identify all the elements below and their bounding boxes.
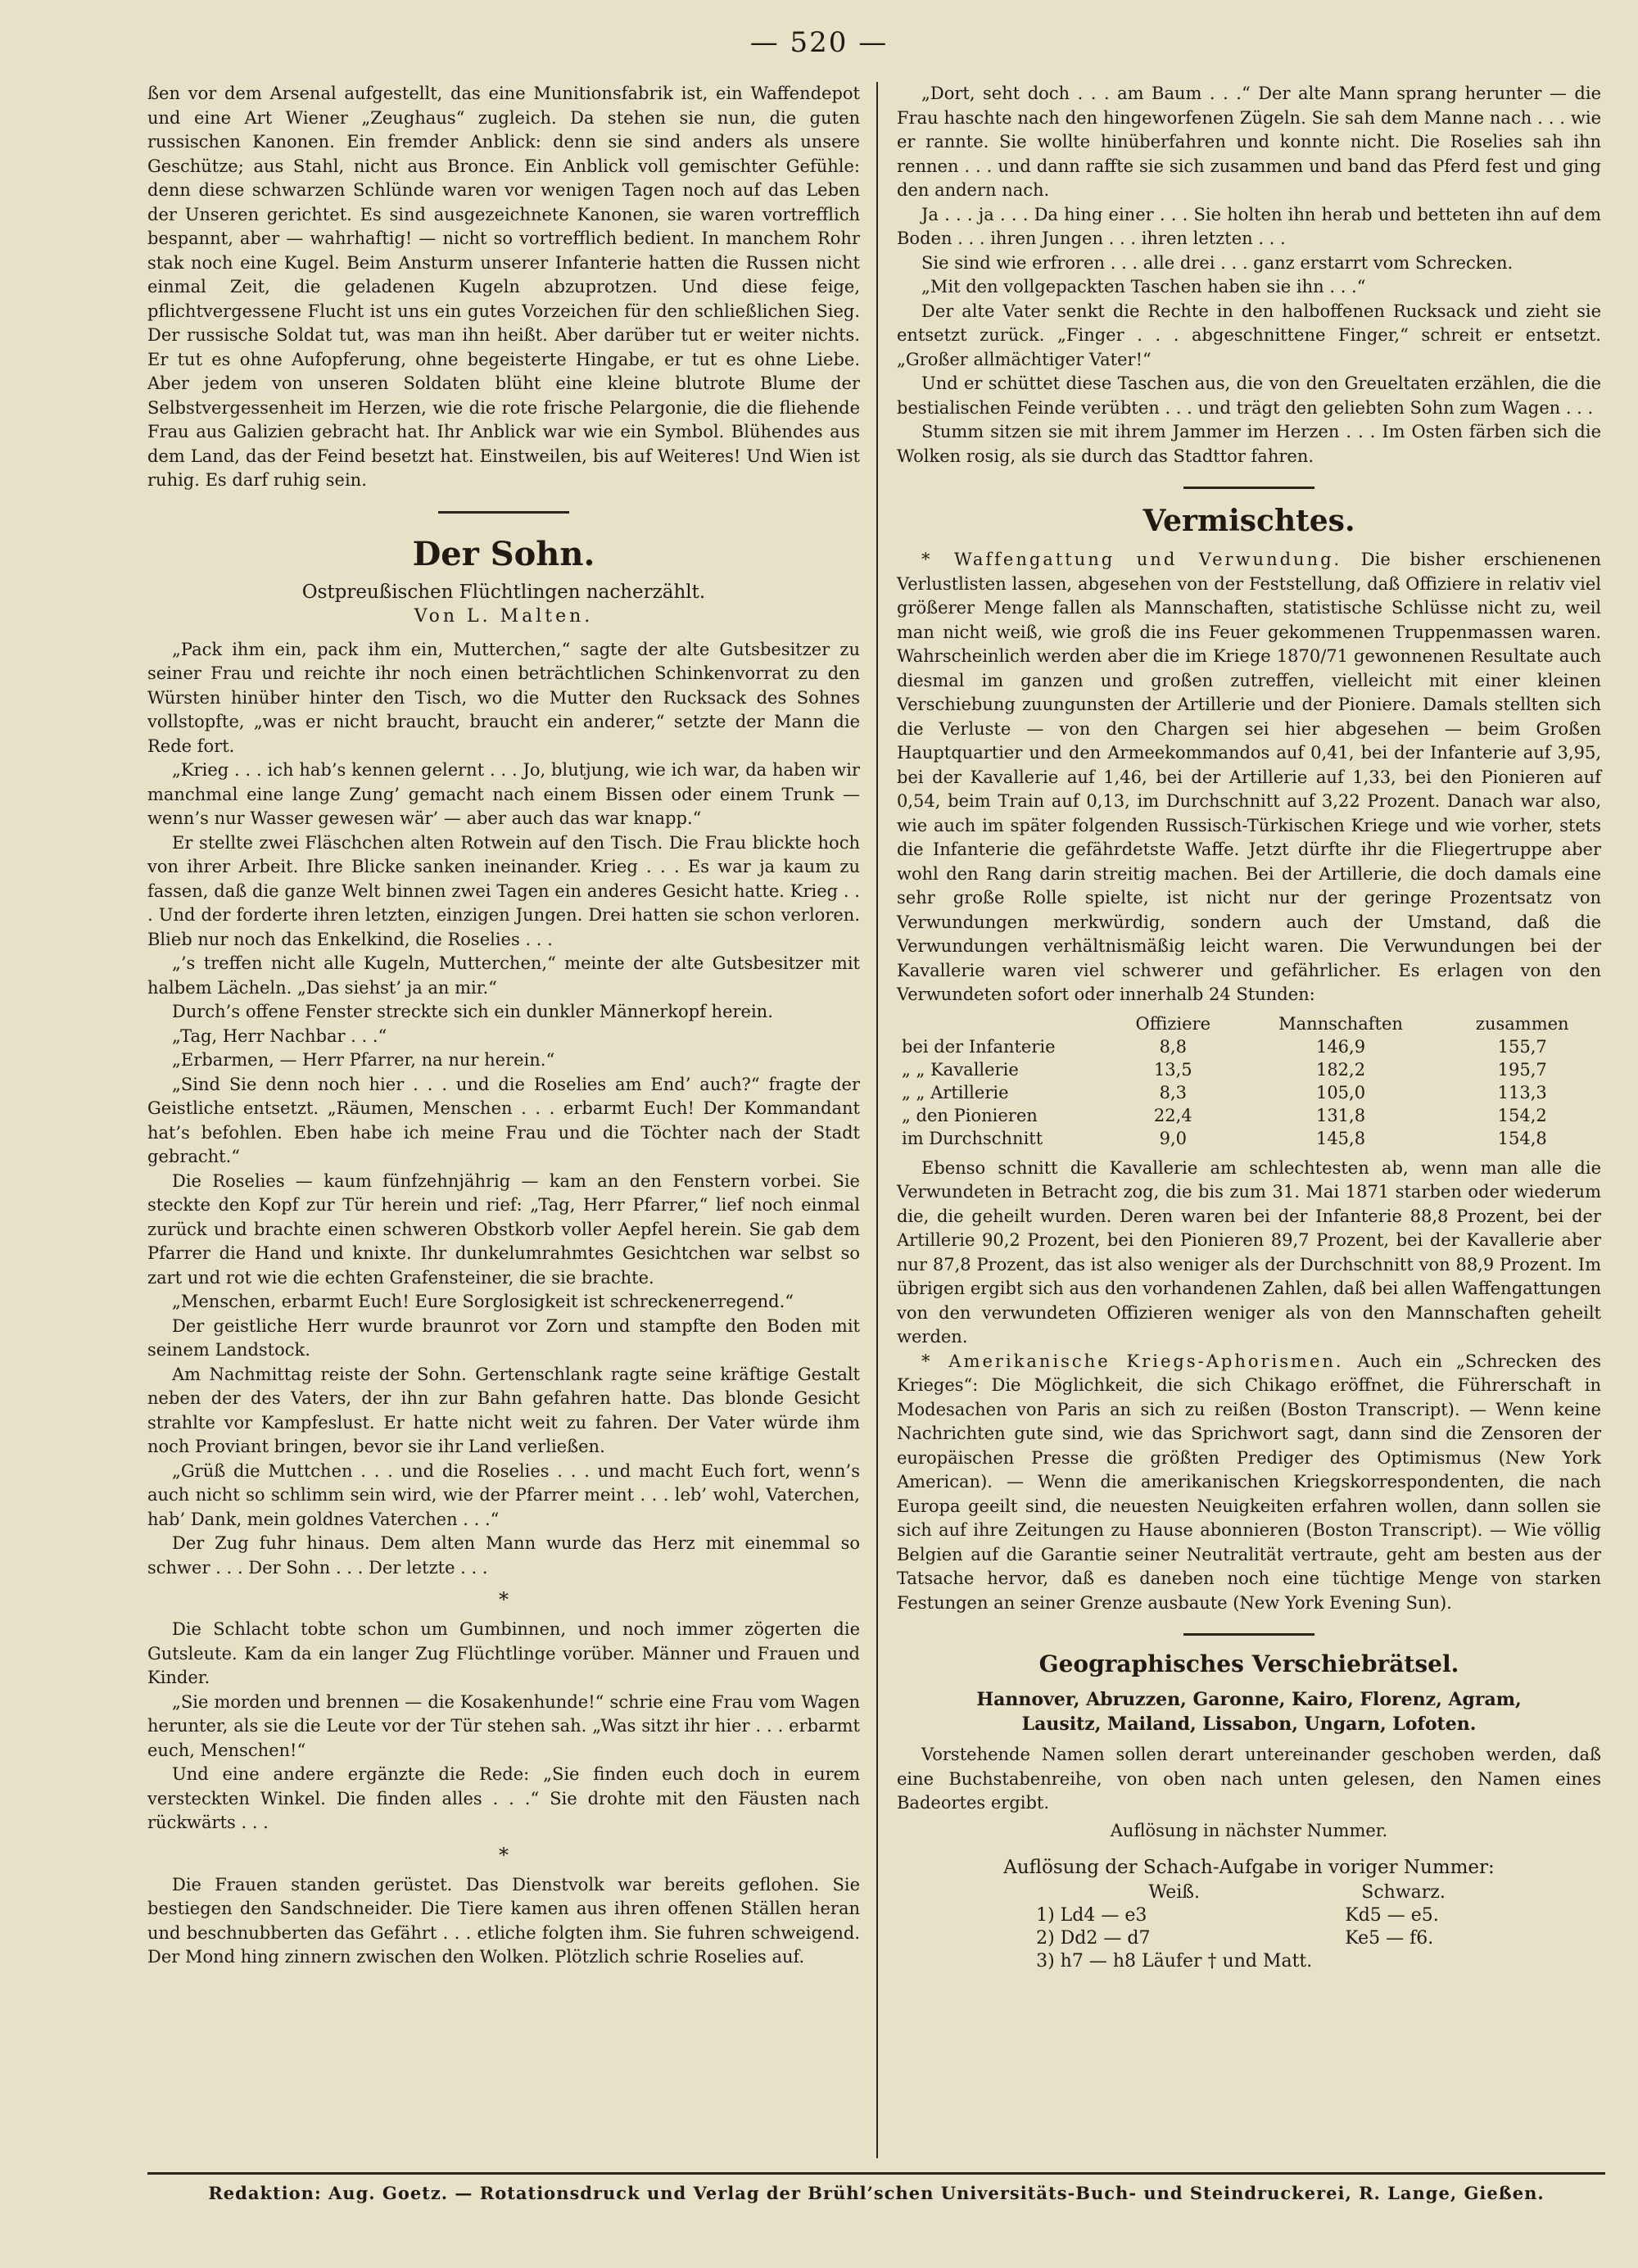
left-column <box>147 82 860 1970</box>
chess-move-row <box>1020 1904 1478 1927</box>
table-header: Offiziere <box>1135 1013 1211 1034</box>
table-cell: 105,0 <box>1315 1082 1366 1102</box>
story-paragraph: Die Frauen standen gerüstet. Das Dienstvolk war bereits geflohen. Sie bestiegen den Sandschneider. Die Tiere kamen aus ihren offenen Ställen heran und beschnubberten das Gefährt . . . etliche folgten ihm. Sie fuhren schweigend. Der Mond hing zinnern zwischen den Wolken. Plötzlich schrie Roselies auf. <box>147 1874 860 1967</box>
story-paragraph: „Pack ihm ein, pack ihm ein, Mutterchen,“ sagte der alte Gutsbesitzer zu seiner Frau und reichte ihr noch einen beträchtlichen Schinkenvorrat zu den Würsten hinüber hinter den Tisch, wo die Mutter den Rucksack des Sohnes vollstopfte, „was er nicht braucht, braucht ein anderer,“ setzte der Mann die Rede fort. <box>147 639 860 756</box>
puzzle-text: Vorstehende Namen sollen derart untereinander geschoben werden, daß eine Buchstabenreihe, von oben nach unten gelesen, den Namen eines Badeortes ergibt. <box>897 1745 1601 1813</box>
misc-item-1-heading: * Waffengattung und Verwundung. <box>921 550 1342 569</box>
intro-paragraph: ßen vor dem Arsenal aufgestellt, das eine Munitionsfabrik ist, ein Waffendepot und eine Art Wiener „Zeughaus“ zugleich. Da stehen sie nun, die guten russischen Kanonen. Ein fremder Anblick: denn sie sind anders als unsere Geschütze; aus Stahl, nicht aus Bronce. Ein Anblick voll gemischter Gefühle: denn diese schwarzen Schlünde waren vor wenigen Tagen noch auf das Leben der Unseren gerichtet. Es sind ausgezeichnete Kanonen, sie waren vortrefflich bespannt, aber — wahrhaftig! — nicht so vortrefflich bedient. In manchem Rohr stak noch eine Kugel. Beim Ansturm unserer Infanterie hatten die Russen nicht einmal Zeit, die geladenen Kugeln abzuprotzen. Und diese feige, pflichtvergessene Flucht ist uns ein gutes Vorzeichen für den schließlichen Sieg. Der russische Soldat tut, was man ihn heißt. Aber darüber tut er weiter nichts. Er tut es ohne Aufopferung, ohne begeisterte Hingabe, er tut es ohne Liebe. Aber jedem von unseren Soldaten blüht eine kleine blutrote Blume der Selbstvergessenheit im Herzen, wie die rote frische Pelargonie, die die fliehende Frau aus Galizien gebracht hat. Ihr Anblick war wie ein Symbol. Blühendes aus dem Land, das der Feind besetzt hat. Einstweilen, bis auf Weiteres! Und Wien ist ruhig. Es darf ruhig sein. <box>147 84 860 490</box>
story-continued-paragraph: Sie sind wie erfroren . . . alle drei . . . ganz erstarrt vom Schrecken. <box>921 252 1514 273</box>
chess-header-row <box>1020 1881 1478 1904</box>
chess-header-white: Weiß. <box>1148 1881 1200 1903</box>
table-cell: 8,3 <box>1159 1082 1187 1102</box>
section-rule <box>1183 1633 1314 1636</box>
page-number: — 520 — <box>749 26 889 59</box>
story-byline: Von L. Malten. <box>414 605 594 627</box>
table-cell: 8,8 <box>1159 1036 1187 1057</box>
table-cell: 113,3 <box>1497 1082 1547 1102</box>
table-cell: 146,9 <box>1315 1036 1366 1057</box>
table-cell: „ den Pionieren <box>902 1105 1038 1125</box>
table-cell: im Durchschnitt <box>902 1128 1043 1148</box>
story-paragraph: „Erbarmen, — Herr Pfarrer, na nur herein.“ <box>172 1050 555 1070</box>
story-paragraph: Der Zug fuhr hinaus. Dem alten Mann wurde das Herz mit einemmal so schwer . . . Der Sohn . . . Der letzte . . . <box>147 1533 860 1578</box>
story-paragraph: „Sind Sie denn noch hier . . . und die Roselies am End’ auch?“ fragte der Geistliche entsetzt. „Räumen, Menschen . . . erbarmt Euch! Der Kommandant hat’s befohlen. Eben habe ich meine Frau und die Töchter nach der Stadt gebracht.“ <box>147 1074 860 1166</box>
story-paragraph: „Grüß die Muttchen . . . und die Roselies . . . und macht Euch fort, wenn’s auch nicht so schlimm sein wird, wie der Pfarrer meint . . . leb’ wohl, Vaterchen, hab’ Dank, mein goldnes Vaterchen . . .“ <box>147 1460 860 1529</box>
table-cell: 195,7 <box>1497 1059 1547 1080</box>
story-continued-paragraph: „Mit den vollgepackten Taschen haben sie ihn . . .“ <box>921 277 1366 297</box>
puzzle-names-line: Lausitz, Mailand, Lissabon, Ungarn, Lofoten. <box>1021 1713 1477 1735</box>
table-header: Mannschaften <box>1278 1013 1403 1034</box>
imprint-footer: Redaktion: Aug. Goetz. — Rotationsdruck und Verlag der Brühl’schen Universitäts-Buch- und Steindruckerei, R. Lange, Gießen. <box>147 2172 1605 2203</box>
story-continued-paragraph: Stumm sitzen sie mit ihrem Jammer im Herzen . . . Im Osten färben sich die Wolken rosig, als sie durch das Stadttor fahren. <box>897 422 1601 466</box>
asterisk-separator: * <box>499 1843 509 1867</box>
section-rule <box>1183 487 1314 489</box>
table-cell: 9,0 <box>1159 1128 1187 1148</box>
table-cell: 182,2 <box>1315 1059 1366 1080</box>
table-row <box>897 1127 1601 1150</box>
table-cell: 13,5 <box>1153 1059 1192 1080</box>
table-row <box>897 1035 1601 1058</box>
chess-header-black: Schwarz. <box>1361 1881 1446 1903</box>
table-header <box>897 1012 1108 1035</box>
misc-item-2-heading: * Amerikanische Kriegs-Aphorismen. <box>921 1351 1344 1371</box>
table-cell: bei der Infanterie <box>902 1036 1056 1057</box>
misc-item-1-continued: Ebenso schnitt die Kavallerie am schlechtesten ab, wenn man alle die Verwundeten in Betracht zog, die bis zum 31. Mai 1871 starben oder wiederum die, die geheilt wurden. Deren waren bei der Infanterie 88,8 Prozent, bei der Artillerie 90,2 Prozent, bei den Pionieren 89,7 Prozent, bei der Kavallerie aber nur 87,8 Prozent, das ist also weniger als der Durchschnitt von 88,9 Prozent. Im übrigen ergibt sich aus den vorhandenen Zahlen, daß bei allen Waffengattungen von den verwundeten Offizieren weniger als von den Mannschaften geheilt werden. <box>897 1157 1601 1347</box>
story-paragraph: Durch’s offene Fenster streckte sich ein dunkler Männerkopf herein. <box>172 1002 773 1021</box>
table-cell: 154,2 <box>1497 1105 1547 1125</box>
chess-move-black: Ke5 — f6. <box>1345 1927 1434 1949</box>
story-continued-paragraph: „Dort, seht doch . . . am Baum . . .“ Der alte Mann sprang herunter — die Frau haschte nach den hingeworfenen Zügeln. Sie sah dem Manne nach . . . wie er rannte. Sie wollte hinüberfahren und konnte nicht. Die Roselies sah ihn rennen . . . und dann raffte sie sich zusammen und band das Pferd fest und ging den andern nach. <box>897 84 1601 200</box>
story-paragraph: Und eine andere ergänzte die Rede: „Sie finden euch doch in eurem versteckten Winkel. Die finden alles . . .“ Sie drohte mit den Fäusten nach rückwärts . . . <box>147 1764 860 1832</box>
table-cell: 154,8 <box>1497 1128 1547 1148</box>
puzzle-solution-note: Auflösung in nächster Nummer. <box>1110 1820 1388 1840</box>
misc-item-1-text: Die bisher erschienenen Verlustlisten lassen, abgesehen von der Feststellung, daß Offiziere in relativ viel größerer Menge fallen als Mannschaften, statistische Schlüsse nicht zu, weil man nicht weiß, wie groß die ins Feuer gekommenen Truppenmassen waren. Wahrscheinlich werden aber die im Kriege 1870/71 gewonnenen Resultate auch diesmal im ganzen und großen zutreffen, vielleicht mit einer kleinen Verschiebung zuungunsten der Artillerie und der Pioniere. Damals stellten sich die Verluste — von den Chargen sei hier abgesehen — beim Großen Hauptquartier und den Armeekommandos auf 0,41, bei der Infanterie auf 3,95, bei der Kavallerie auf 1,46, bei der Artillerie auf 1,33, bei den Pionieren auf 0,54, beim Train auf 0,13, im Durchschnitt auf 3,22 Prozent. Danach war also, wie auch im später folgenden Russisch-Türkischen Kriege und wie vorher, stets die Infanterie die gefährdetste Waffe. Jetzt dürfte ihr die Fliegertruppe aber wohl den Rang darin streitig machen. Bei der Artillerie, die doch damals eine sehr große Rolle spielte, ist nicht nur der geringe Prozentsatz von Verwundungen merkwürdig, sondern auch der Umstand, daß die Verwundungen verhältnismäßig leicht waren. Die Verwundungen bei der Kavallerie waren viel schwerer und gefährlicher. Es erlagen von den Verwundeten sofort oder innerhalb 24 Stunden: <box>897 550 1601 1004</box>
table-cell: 131,8 <box>1315 1105 1366 1125</box>
story-continued-paragraph: Ja . . . ja . . . Da hing einer . . . Sie holten ihn herab und betteten ihn auf dem Boden . . . ihren Jungen . . . ihren letzten . . . <box>897 204 1601 248</box>
chess-move-black <box>1328 1950 1478 1973</box>
chess-solution-table <box>1020 1881 1478 1973</box>
table-row <box>897 1058 1601 1081</box>
story-paragraph: Die Roselies — kaum fünfzehnjährig — kam an den Fenstern vorbei. Sie steckte den Kopf zur Tür herein und rief: „Tag, Herr Pfarrer,“ lief noch einmal zurück und brachte einen schweren Obstkorb voller Aepfel herein. Sie gab dem Pfarrer die Hand und knixte. Ihr dunkelumrahmtes Gesichtchen war selbst so zart und rot wie die echten Grafensteiner, die sie brachte. <box>147 1170 860 1288</box>
table-cell: 145,8 <box>1315 1128 1366 1148</box>
table-header-row <box>897 1012 1601 1035</box>
table-header: zusammen <box>1475 1013 1569 1034</box>
section-rule <box>438 511 569 514</box>
table-row <box>897 1081 1601 1104</box>
misc-item-2-text: Auch ein „Schrecken des Krieges“: Die Möglichkeit, die sich Chikago eröffnet, die Führerschaft in Modesachen von Paris an sich zu reißen (Boston Transcript). — Wenn keine Nachrichten gute sind, wie das Sprichwort sagt, dann sind die Zensoren der europäischen Presse die größten Prediger des Optimismus (New York American). — Wenn die amerikanischen Kriegskorrespondenten, die nach Europa geeilt sind, die neuesten Neuigkeiten erfahren wollen, dann sollen sie sich auf ihre Zeitungen zu Hause abonnieren (Boston Transcript). — Wie völlig Belgien auf die Garantie seiner Neutralität vertraute, geht am besten aus der Tatsache hervor, daß es daneben noch eine tüchtige Menge von starken Festungen an seiner Grenze ausbaute (New York Evening Sun). <box>897 1351 1601 1613</box>
puzzle-names <box>897 1687 1601 1736</box>
table-cell: „ „ Artillerie <box>902 1082 1009 1102</box>
chess-move-black: Kd5 — e5. <box>1345 1904 1439 1926</box>
misc-item-1 <box>897 548 1601 1007</box>
story-paragraph: Der geistliche Herr wurde braunrot vor Zorn und stampfte den Boden mit seinem Landstock. <box>147 1315 860 1360</box>
story-paragraph: „’s treffen nicht alle Kugeln, Mutterchen,“ meinte der alte Gutsbesitzer mit halbem Lächeln. „Das siehst’ ja an mir.“ <box>147 953 860 998</box>
table-cell: 22,4 <box>1153 1105 1192 1125</box>
chess-move-white: 2) Dd2 — d7 <box>1036 1927 1151 1949</box>
chess-move-white: 1) Ld4 — e3 <box>1036 1904 1147 1926</box>
puzzle-title: Geographisches Verschiebrätsel. <box>1038 1650 1459 1677</box>
table-row <box>897 1104 1601 1127</box>
chess-move-row <box>1020 1950 1478 1973</box>
story-paragraph: Er stellte zwei Fläschchen alten Rotwein auf den Tisch. Die Frau blickte hoch von ihrer Arbeit. Ihre Blicke sanken ineinander. Krieg . . . Es war ja kaum zu fassen, daß die ganze Welt binnen zwei Tagen ein anderes Gesicht hatte. Krieg . . . Und der forderte ihren letzten, einzigen Jungen. Drei hatten sie schon verloren. Blieb nur noch das Enkelkind, die Roselies . . . <box>147 832 860 949</box>
asterisk-separator: * <box>499 1588 509 1611</box>
chess-solution-title: Auflösung der Schach-Aufgabe in voriger Nummer: <box>1003 1856 1495 1878</box>
story-paragraph: „Krieg . . . ich hab’s kennen gelernt . . . Jo, blutjung, wie ich war, da haben wir manchmal eine lange Zung’ gemacht nach einem Bissen oder einem Trunk — wenn’s nur Wasser gewesen wär’ — aber auch das war knapp.“ <box>147 760 860 828</box>
story-continued-paragraph: Der alte Vater senkt die Rechte in den halboffenen Rucksack und zieht sie entsetzt zurück. „Finger . . . abgeschnittene Finger,“ schreit er entsetzt. „Großer allmächtiger Vater!“ <box>897 301 1601 369</box>
table-cell: 155,7 <box>1497 1036 1547 1057</box>
story-subtitle: Ostpreußischen Flüchtlingen nacherzählt. <box>301 581 706 603</box>
chess-move-white: 3) h7 — h8 Läufer † und Matt. <box>1036 1950 1313 1971</box>
story-paragraph: „Menschen, erbarmt Euch! Eure Sorglosigkeit ist schreckenerregend.“ <box>172 1292 794 1311</box>
story-paragraph: Die Schlacht tobte schon um Gumbinnen, und noch immer zögerten die Gutsleute. Kam da ein langer Zug Flüchtlinge vorüber. Männer und Frauen und Kinder. <box>147 1619 860 1687</box>
right-column <box>897 82 1601 1973</box>
story-paragraph: Am Nachmittag reiste der Sohn. Gertenschlank ragte seine kräftige Gestalt neben der des Vaters, der ihn zur Bahn gefahren hatte. Das blonde Gesicht strahlte vor Kampfeslust. Er hatte nicht weit zu fahren. Der Vater würde ihm noch Proviant bringen, bevor sie ihr Land verließen. <box>147 1364 860 1456</box>
misc-title: Vermischtes. <box>1143 504 1355 538</box>
chess-move-row <box>1020 1927 1478 1950</box>
column-divider <box>876 82 878 2158</box>
misc-item-2 <box>897 1350 1601 1616</box>
table-cell: „ „ Kavallerie <box>902 1059 1019 1080</box>
casualty-table <box>897 1012 1601 1150</box>
puzzle-names-line: Hannover, Abruzzen, Garonne, Kairo, Florenz, Agram, <box>976 1689 1522 1710</box>
story-paragraph: „Sie morden und brennen — die Kosakenhunde!“ schrie eine Frau vom Wagen herunter, als sie die Leute vor der Tür stehen sah. „Was sitzt ihr hier . . . erbarmt euch, Menschen!“ <box>147 1691 860 1760</box>
story-continued-paragraph: Und er schüttet diese Taschen aus, die von den Greueltaten erzählen, die die bestialischen Feinde verübten . . . und trägt den geliebten Sohn zum Wagen . . . <box>897 373 1601 418</box>
story-paragraph: „Tag, Herr Nachbar . . .“ <box>172 1025 387 1046</box>
story-title: Der Sohn. <box>412 534 595 573</box>
